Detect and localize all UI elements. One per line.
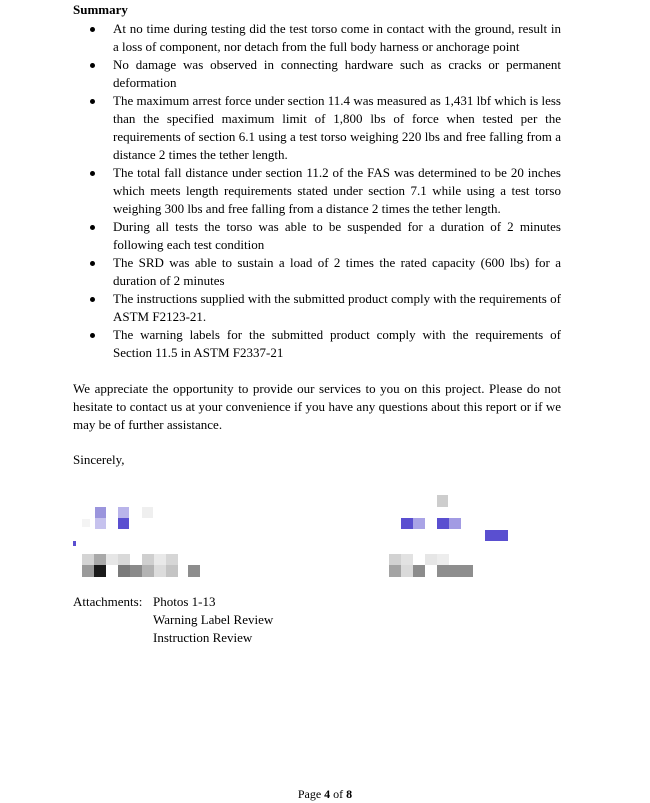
- redaction-block: [154, 554, 166, 565]
- redaction-block: [130, 565, 142, 577]
- bullet-text: During all tests the torso was able to be suspended for a duration of 2 minutes following each test condition: [113, 219, 561, 252]
- attachment-item: Photos 1-13: [153, 594, 216, 609]
- redaction-block: [166, 565, 178, 577]
- bullet-dot-icon: [90, 297, 95, 302]
- redaction-block: [437, 518, 449, 529]
- bullet-dot-icon: [90, 171, 95, 176]
- bullet-text: At no time during testing did the test torso come in contact with the ground, result in a loss of component, nor detach from the full body harness or anchorage point: [113, 21, 561, 54]
- bullet-text: The SRD was able to sustain a load of 2 times the rated capacity (600 lbs) for a duration of 2 minutes: [113, 255, 561, 288]
- bullet-text: The warning labels for the submitted product comply with the requirements of Section 11.5 in ASTM F2337-21: [113, 327, 561, 360]
- redaction-block: [106, 554, 118, 565]
- redaction-block: [413, 565, 425, 577]
- bullet-text: The total fall distance under section 11.2 of the FAS was determined to be 20 inches which meets length requirements stated under section 7.1 while using a test torso weighing 300 lbs and free falling from a distance 2 times the tether length.: [113, 165, 561, 216]
- redaction-block: [401, 518, 413, 529]
- summary-heading: Summary: [73, 2, 128, 17]
- attachments-label: Attachments:: [73, 594, 143, 609]
- redaction-block: [73, 541, 76, 546]
- redaction-block: [142, 565, 154, 577]
- footer-total-pages: 8: [346, 787, 353, 801]
- bullet-dot-icon: [90, 99, 95, 104]
- bullet-dot-icon: [90, 63, 95, 68]
- redaction-block: [437, 565, 473, 577]
- bullet-dot-icon: [90, 27, 95, 32]
- redaction-block: [118, 518, 129, 529]
- bullet-text: The maximum arrest force under section 11.4 was measured as 1,431 lbf which is less than the specified maximum limit of 1,800 lbs of force when tested per the requirements of section 6.1 using a test torso weighing 220 lbs and free falling from a distance 2 times the tether length.: [113, 93, 561, 162]
- attachment-item: Warning Label Review: [153, 612, 274, 627]
- redaction-block: [118, 507, 129, 518]
- attachment-item: Instruction Review: [153, 630, 253, 645]
- redaction-block: [142, 554, 154, 565]
- redaction-block: [94, 554, 106, 565]
- summary-bullet-item: [73, 218, 561, 254]
- redaction-block: [425, 554, 437, 565]
- redaction-block: [82, 565, 94, 577]
- redaction-block: [82, 519, 90, 527]
- redaction-block: [389, 554, 401, 565]
- redaction-block: [118, 565, 130, 577]
- summary-bullet-item: [73, 20, 561, 56]
- redaction-block: [401, 554, 413, 565]
- footer-prefix: Page: [297, 787, 325, 801]
- redaction-block: [389, 565, 401, 577]
- summary-bullet-list: [73, 20, 561, 362]
- bullet-dot-icon: [90, 225, 95, 230]
- redaction-block: [437, 554, 449, 565]
- redaction-block: [401, 565, 413, 577]
- redaction-block: [413, 518, 425, 529]
- footer-current-page: 4: [324, 787, 331, 801]
- page-footer: [0, 785, 650, 803]
- summary-bullet-item: [73, 56, 561, 92]
- redaction-block: [449, 518, 461, 529]
- redaction-block: [437, 495, 448, 507]
- summary-bullet-item: [73, 92, 561, 164]
- redaction-block: [142, 507, 153, 518]
- bullet-dot-icon: [90, 261, 95, 266]
- redaction-block: [154, 565, 166, 577]
- summary-bullet-item: [73, 164, 561, 218]
- redaction-block: [188, 565, 200, 577]
- sincerely-text: Sincerely,: [73, 452, 125, 467]
- bullet-text: No damage was observed in connecting hardware such as cracks or permanent deformation: [113, 57, 561, 90]
- summary-bullet-item: [73, 254, 561, 290]
- summary-bullet-item: [73, 326, 561, 362]
- redaction-block: [94, 565, 106, 577]
- closing-paragraph: We appreciate the opportunity to provide our services to you on this project. Please do not hesitate to contact us at your convenience if you have any questions about this report or if we may be of further assistance.: [73, 381, 561, 432]
- summary-bullet-item: [73, 290, 561, 326]
- redaction-block: [82, 554, 94, 565]
- redaction-block: [166, 554, 178, 565]
- redaction-block: [118, 554, 130, 565]
- bullet-dot-icon: [90, 333, 95, 338]
- attachments-list: [153, 593, 273, 647]
- redaction-block: [95, 507, 106, 518]
- redaction-block: [95, 518, 106, 529]
- bullet-text: The instructions supplied with the submitted product comply with the requirements of ASTM F2123-21.: [113, 291, 561, 324]
- footer-middle: of: [330, 787, 347, 801]
- redaction-block: [485, 530, 508, 541]
